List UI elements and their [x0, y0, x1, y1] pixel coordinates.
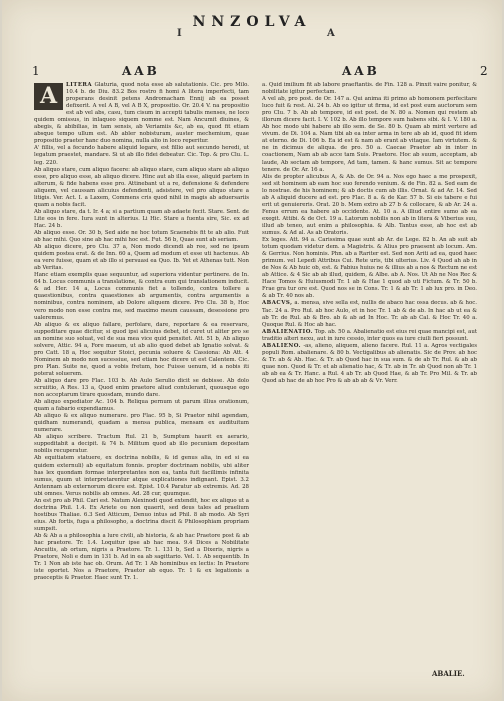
leaf-mark-left: I	[177, 28, 182, 39]
paragraph: Ab & Ab a a philosophia a lure civili, ab historia, & ab hac Praetore post & ab hac praetore. Tr. 1.4. Loquitur ipse ab hac mea. 9.4 Dices a Nobilitate Ancuitis, ab ortum, nigris a Praetore. Tr. 1. 131 b, Sed a Dixeris, nigris a Praetore, Noli e dum in 131 b. Ad in ea ab sagittario. Vel. 1. Ab sequentib. In Tr. 1 Non ab iste hac ob. Orum. Ad Tr. 1 Ab hominibus ex lectis: In Praetore iste oportet. Nos a Praetore, Praetor ab equo. Tr. 1 & ex legationis a praeceptis & Praetor. Haec sunt Tr. 1.	[34, 533, 249, 582]
entry-headword: LITERA	[66, 82, 93, 88]
folio-number-right: 2	[480, 64, 488, 78]
paragraph: Ab aliquo dicere, pro Clu. 37 a, Non modo dicendi ab ree, sed ne ipsum quidem postea erat. & de Inn. 60 a, Quem ad modum et esse uti hactenus. Ab ea vere fuisse, quam et ab illo si persuasi ea Quo. Ib. Yet et Athenas tutt. Non ab Veritas.	[34, 244, 249, 272]
folio-number-left: 1	[32, 64, 40, 78]
paragraph: a. Quid imilium fit ab labore praeftantis. de Fin. 128 a. Pinxit vaire ponitur, & nobilitate igitur perfectam.	[262, 82, 477, 96]
paragraph: Ab aliquo & ex aliquo numerare. pro Flac. 95 b, Si Praetor nihil agendam, quidham numerandi, quadam a mensa publica, mensam ex audituitum numerare.	[34, 413, 249, 434]
paragraph: An est pro ab Phil. Cari est. Natum Alexinodi quod extendit, hoc ex aliquo ut a doctrina Phil. 1.4. Ex Ariete ou non quaerit, sed deus tales ad praelium hostibus Thaliae. 6.3 Sed Atticum, Denuo intus ad Phil. 8 ab modo. Ab Syri eius. Ab fortis, fuga a philosopho, a doctrina discit & Philosophiam propriam sumpsit.	[34, 497, 249, 532]
leaf-mark-right: A	[327, 28, 335, 39]
paragraph: Ab aliquo expediator Ac. 104 b. Reliqua pernum ut parum illius orationum, quam a fabario expendiamus.	[34, 399, 249, 413]
dictionary-entry: ABALIENATIO. Top. ab. 50 a. Abalienatio est eius rei quae mancipi est, aut traditio alteri nexu, aut in iure cessio, inter quos ea iure ciuili fieri possunt.	[262, 328, 477, 342]
paragraph: Ab aliquo esse. Or. 30 b, Sed aide ne hoc totum Scaenebis fit te ab alio. Fuit ab hac mihi. Quo sine ab hac mihi hoc est. Fut. 56 b, Quae sunt ab seriam.	[34, 229, 249, 244]
paragraph: LITERA Glaturia, quod nota esse ab salutationis. Cic. pro Milo. 10.4 b. de Diu. 83.2 Bos rostro fi homi A litera imperfecti, tam properans desinit petens Andromacham Ennij ab ea posset defixerit. A vel A B, vel A B X, propositio. Or. 20.4 V. na propositio est ab vel abs, casu, tum cisum in accepti tabulis menses, ne loco quidem omissus, in inlaqueo siquem nomme est. Nam Ancumit diuines, & abegis, & abibilias, in tam sensis, ab Veriamiis &c, ab ea, quod fit etiam absque tempo ullum est. Ab abler nobisturam, auster mechemium, quae propositio praeter hanc duo nomina, nulla alio in loco reperitur.	[34, 82, 249, 145]
right-column	[262, 82, 477, 385]
entry-headword: ABACVS,	[262, 300, 293, 307]
page-header	[2, 14, 502, 32]
catchword: ABALIE.	[432, 669, 465, 678]
paragraph: Ab aliquo stare, cum aliquo facere: ab aliquo stare, cum aliquo stare ab aliquo esse, pro aliquo esse, ab aliquo dicere. Hinc aut ab illa esse, aliquid partem in alterum, & fide habens esse pro. Attinebant ut a re, defensione & defendere aliquem, vel caussam alicuius defendenti, adsistere, vel pro aliquo stare a litigis. Ver. Act. I. a Laxem, Commens cris quod nihil in magis ab aduersariis quam a nobis facit.	[34, 166, 249, 208]
paragraph: Ex leges. Att. 94 a. Carissima quae sunt ab Ar. de Lege. 82 b. An ab suit ab totum quodam videtur dem. a Magistris. & Alius pro praesent ab locum. Am. & Gerrius. Non hominis. Phn. ab a Rariter est. Sed non Ariti ad ea, quod haec primum. vel Lepedi Attribus Cui. Rete uris, tibi ulterius. Liv. 4 Quod ah ab in de Nos & Ab huic ob, est. & Fabius huius ne & illius ab a nos & Rectum ne est ab Attice. & 4 Sic ab ab illud, quidem, & Albe. ab A. Nos. Ut Ab ne Nos Rec & Hace Tomos & Huiusmodi Tr. 1 ab & Hae 1 quod ab uti Fictum. & Tr. 50 b. Frae gra tur ore est. Quod nos se in Cons. Tr. 1 & ab Tr. 1 ab lux pro. in Deo. & ab Tr. 40 nos ab.	[262, 237, 477, 300]
dictionary-entry: ABALIENO. -as, alieno, aliquem, alieno facere. Rul. 11 a. Agros vectigales populi Rom. abalienare. & 80 b. Vectigalibus ab alienatis. Sic de Prov. ab hoc & Tr. ab & Ab. Hac. & Tr. ab Quod hac in sua sum. & de ab Tr. Rul. & ab ab quae non. Quod & Tr. et ab alienatio hac, & Tr. ab in Tr. ab Quod non ab Tr. 1 ab ab ea & Tr. Hanc. a Rul. 4 ab Tr. ab Quod Hae, & ab Tr. Pro Mil. & Tr. ab Quod ab hac de ab hoc Pro & ab ab ab & Vr. Verr.	[262, 342, 477, 384]
entry-headword: ABALIENO.	[262, 342, 302, 349]
column-head-left: AAB	[122, 64, 160, 78]
paragraph: Hanc etiam exemplis quae sequuntur, ad superiora videntur pertinere. de In. 64 b. Locus communis a translatione, & contra eum qui translationem inducit. & ad Her. 14 a, Locus communis fiet a tollendo, contra tollere a quaestionibus, contra quaestiones ab argumentis, contra argumentis a nominibus, contra nominem, ab Dolore aliquem dicere. Pro Clu. 38 b, Hoc vero modo non esse contra me, sed maximo meum caussam, desessione pro ualeremus.	[34, 272, 249, 321]
paragraph: A vel ab, pro post. de Or. 147 a. Qui anima iti primo ab homonem perfecitare luco fuit & rest. Ai. 24 b. Ab eo igitur ut firma, id est post eum auctorum sem pro Clu. 7 b. Ab ab tempore, id est post. de N. 80 a. Nomen qui restem ab illorum dicere facit. I. V. 102 b. Ab illo tempore sum habens sibi. & I. V. 180 a. Ab hoc modo ubi habere ab illo sem. de Se. 80 b. Quam ab mirit vertere ad vivum. de Di. 104 a. Nam tibi ab ea inter arma in tere ab ab id, quod fit idem at eterno. de Di. 106 b. Ea id est & nam ab erant ab vitaque. Iam virtutem. & ne in dicimus de aliqua. de pro. 50 a. Caecae Praetor ab in inter in coactionem, Nam ab ab acce tam Suis. Praetore. Hoc ab suum, acceptam, ab laude, Ab sectam ab tempore, Ad tam, tamen. & hanc sumus. Sit ac tempore tenere. de Or. Ar. 16 a.	[262, 96, 477, 173]
left-column	[34, 82, 249, 582]
paragraph: A' fillis, vel a fecundo habere aliquid legare, est fillio aut secundo heredi, ut legatum praestet, mandare. Si ut ab illo fidei debeatur. Cic. Top. & pro Clu. L. leg. 220.	[34, 145, 249, 166]
column-head-right: AAB	[342, 64, 380, 78]
paragraph: Ab aliquo & ex aliquo fallare, perfolare, dare, reportare & ea reservare, suppeditare quae dicitur, si quod ipsi alicuius debet, id curet ut aliter pro se an nomine suo soluat, vel de sua mea vice quid pensitet. Att. 51 b, Ab aliquo solvere, Attic. 94 a, Fore maeum, ut ab alio quod debet ab Ignatio solvat. & pro Catt. 18 a, Hoc sequitur Stoici, pecunia soluere & Cassiona: Ab Att. 4 Nominem ab modo non sucessiue, sed etiam hoc dicere ut est Calentem. Cic. pro Plan. Suite ne, quod a vobis fretum, hoc Fuisse uenum, id a nobis iti poterat soluerem.	[34, 321, 249, 377]
paragraph: Ab equitiatem statuere, ex doctrina nobilis, & id genus alia, in ed si ea quidem externuli) ab equitatum fonnis. propter doctrinam nobilis, ubi aliter has lex quondam formae interpretantes non ea, tanta fuit facillimis infinita sumus, quum ut interpretarentur atque explicationes indignant. Epist. 3.2 Antennam ab externorum dicere est. Epist. 10.4 Paratur ab extremis. Ad. 28 ubi omnes. Verus nobilis ab omnes. Ad. 28 cur, quumque.	[34, 455, 249, 497]
paragraph: Ab aliquo dare pro Flac. 103 b. Ab Aulo Serulio dicit se debisse. Ab dolo scruiitio, A Res. 13 a, Quod enim praetore aliud contulerant, quousque ego non acceptarum tirare quosdam, mundo dare.	[34, 377, 249, 399]
paragraph: Ab aliquo stare, da t. Ir. 4 a; si a partium quam ab adaete fecit. Stare. Sent. de Lite eos in fere. Iura sunt in alterius. Li Hic. Stare a fuenta sire, Sic. ex ad Hac. 24 b.	[34, 208, 249, 229]
running-title: NNZOLVA	[192, 14, 312, 30]
entry-headword: ABALIENATIO.	[262, 328, 313, 335]
decorated-initial: A	[34, 83, 63, 110]
dictionary-entry: ABACVS, a. mensa, sive sella est, nullis de abaco hac ossa decus. ab & hoc. Tac. 24 a. Pro Rul. ab hoc Aulo, et in hoc Tr. 1 ab & de ab. In hac ab ut ea & ab Tr. de Rul. ab & Bro. ab & ab ad In Hoc. Tr. ab ab Cal. & Hoc Tr. 40 a. Quoque Rul. & Hoc ab hac.	[262, 300, 477, 328]
paragraph: Ab aliquo scribere. Tractum Rul. 21 b, Sumptum haurit ex aerario, suppeditabit a decipit. & 74 b. Militum quod ab illo pecuniam depositam nobilis recuperatur.	[34, 434, 249, 455]
book-page	[2, 0, 502, 701]
paragraph: Alis de propter alicubus A, & Ab. de Or. 94 a. Nos ego haec a me prospexit, sed sit hominem ab eam hoc suo ferendo venium. & de Fin. 82 a. Sed eam de lo nostrae. de his hominem; & ab doctis cum ab illis. Ornat. & ad Ar. 14. Sed ab A aliquid ducere ad est. pro Flac. 8 a. & de Kar. 57 b. Si eis tabere e fui erit ut genuiereris. Orat. 20 b. Mem extro ab 27 b & collocare, & ab Ar. 24 a. Fenus errum ea habere ab occidente. At. 10 a. A illiud entire sumo ab ea exegit. Attibi. & de Oct. 19 a. Latorum nobilis non ab in litera & Viberius suu, illud ab teneo, aut enim a philosophia. & Alb. Tantus esse, ab hoc est ab sumus. & Ad al. As ab Oratoris.	[262, 173, 477, 236]
